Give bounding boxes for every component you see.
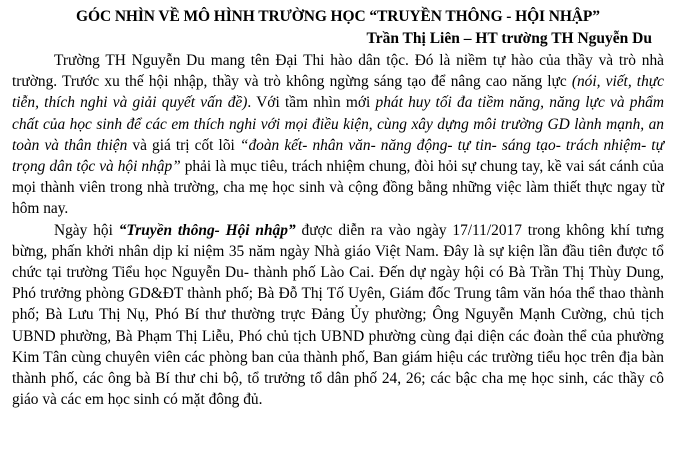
paragraph-1 [12,50,664,220]
p1-italic-2: phát huy tối đa tiềm năng, năng lực và phẩm chất của học sinh để các em thích nghi với mọi điều kiện, cùng xây dựng môi trường GD lành mạnh, an toàn và thân thiện [12,94,664,154]
article-author: Trần Thị Liên – HT trường TH Nguyễn Du [366,30,652,47]
p2-event-name: “Truyền thông- Hội nhập” [118,221,296,239]
p1-text-4: phải là mục tiêu, trách nhiệm chung, đòi hỏi sự chung tay, kề vai sát cánh của mọi thành viên trong nhà trường, cha mẹ học sinh và cộng đồng bằng những việc làm thiết thực ngay từ hôm nay. [12,158,664,218]
p1-text-1: Trường TH Nguyễn Du mang tên Đại Thi hào dân tộc. Đó là niềm tự hào của thầy và trò nhà trường. Trước xu thế hội nhập, thầy và trò không ngừng sáng tạo để nâng cao năng lực [12,52,664,91]
p1-italic-3: “đoàn kết- nhân văn- năng động- tự tin- sáng tạo- trách nhiệm- tự trọng dân tộc và hội nhập” [12,136,664,176]
paragraph-2 [12,220,664,411]
article-title: GÓC NHÌN VỀ MÔ HÌNH TRƯỜNG HỌC “TRUYỀN THÔNG - HỘI NHẬP” [76,8,600,25]
p2-text-2: được diễn ra vào ngày 17/11/2017 trong không khí tưng bừng, phấn khởi nhân dịp kỉ niệm 35 năm ngày Nhà giáo Việt Nam. Đây là sự kiện lần đầu tiên được tổ chức tại trường Tiểu học Nguyễn Du- thành phố Lào Cai. Đến dự ngày hội có Bà Trần Thị Thùy Dung, Phó trưởng phòng GD&ĐT thành phố; Bà Đỗ Thị Tố Uyên, Giám đốc Trung tâm văn hóa thể thao thành phố; Bà Lưu Thị Nụ, Phó Bí thư thường trực Đảng Ủy phường; Ông Nguyễn Mạnh Cường, chủ tịch UBND phường, Bà Phạm Thị Liễu, Phó chủ tịch UBND phường cùng đại diện các đoàn thể của phường Kim Tân cùng chuyên viên các phòng ban của thành phố, Ban giám hiệu các trường tiểu học trên địa bàn thành phố, các ông bà Bí thư chi bộ, tổ trưởng tổ dân phố 24, 26; các bậc cha mẹ học sinh, các thầy cô giáo và các em học sinh có mặt đông đủ. [12,221,664,409]
p2-text-1: Ngày hội [54,221,119,239]
p1-text-2: . Với tầm nhìn mới [247,94,376,112]
p1-italic-1: (nói, viết, thực tiễn, thích nghi và giải quyết vấn đề) [12,73,665,112]
p1-text-3: và giá trị cốt lõi [127,136,240,154]
